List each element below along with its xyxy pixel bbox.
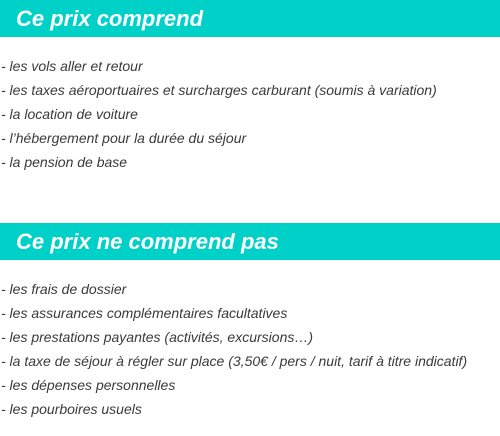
list-item: - les taxes aéroportuaires et surcharges carburant (soumis à variation) [1, 82, 437, 98]
excluded-section-header [0, 223, 500, 260]
excluded-section-title: Ce prix ne comprend pas [16, 229, 279, 254]
list-item: - la location de voiture [1, 106, 138, 122]
list-item: - les pourboires usuels [1, 401, 142, 417]
list-item: - la taxe de séjour à régler sur place (3,50€ / pers / nuit, tarif à titre indicatif) [1, 353, 468, 369]
list-item: - les frais de dossier [1, 281, 127, 297]
included-items-list [0, 54, 500, 174]
list-item: - les prestations payantes (activités, excursions…) [1, 329, 314, 345]
list-item: - la pension de base [1, 154, 128, 170]
list-item: - les dépenses personnelles [1, 377, 176, 393]
included-section-title: Ce prix comprend [16, 6, 204, 31]
list-item: - l’hébergement pour la durée du séjour [1, 130, 247, 146]
included-section-header [0, 0, 500, 37]
excluded-items-list [0, 277, 500, 421]
list-item: - les assurances complémentaires facultatives [1, 305, 288, 321]
list-item: - les vols aller et retour [1, 58, 143, 74]
